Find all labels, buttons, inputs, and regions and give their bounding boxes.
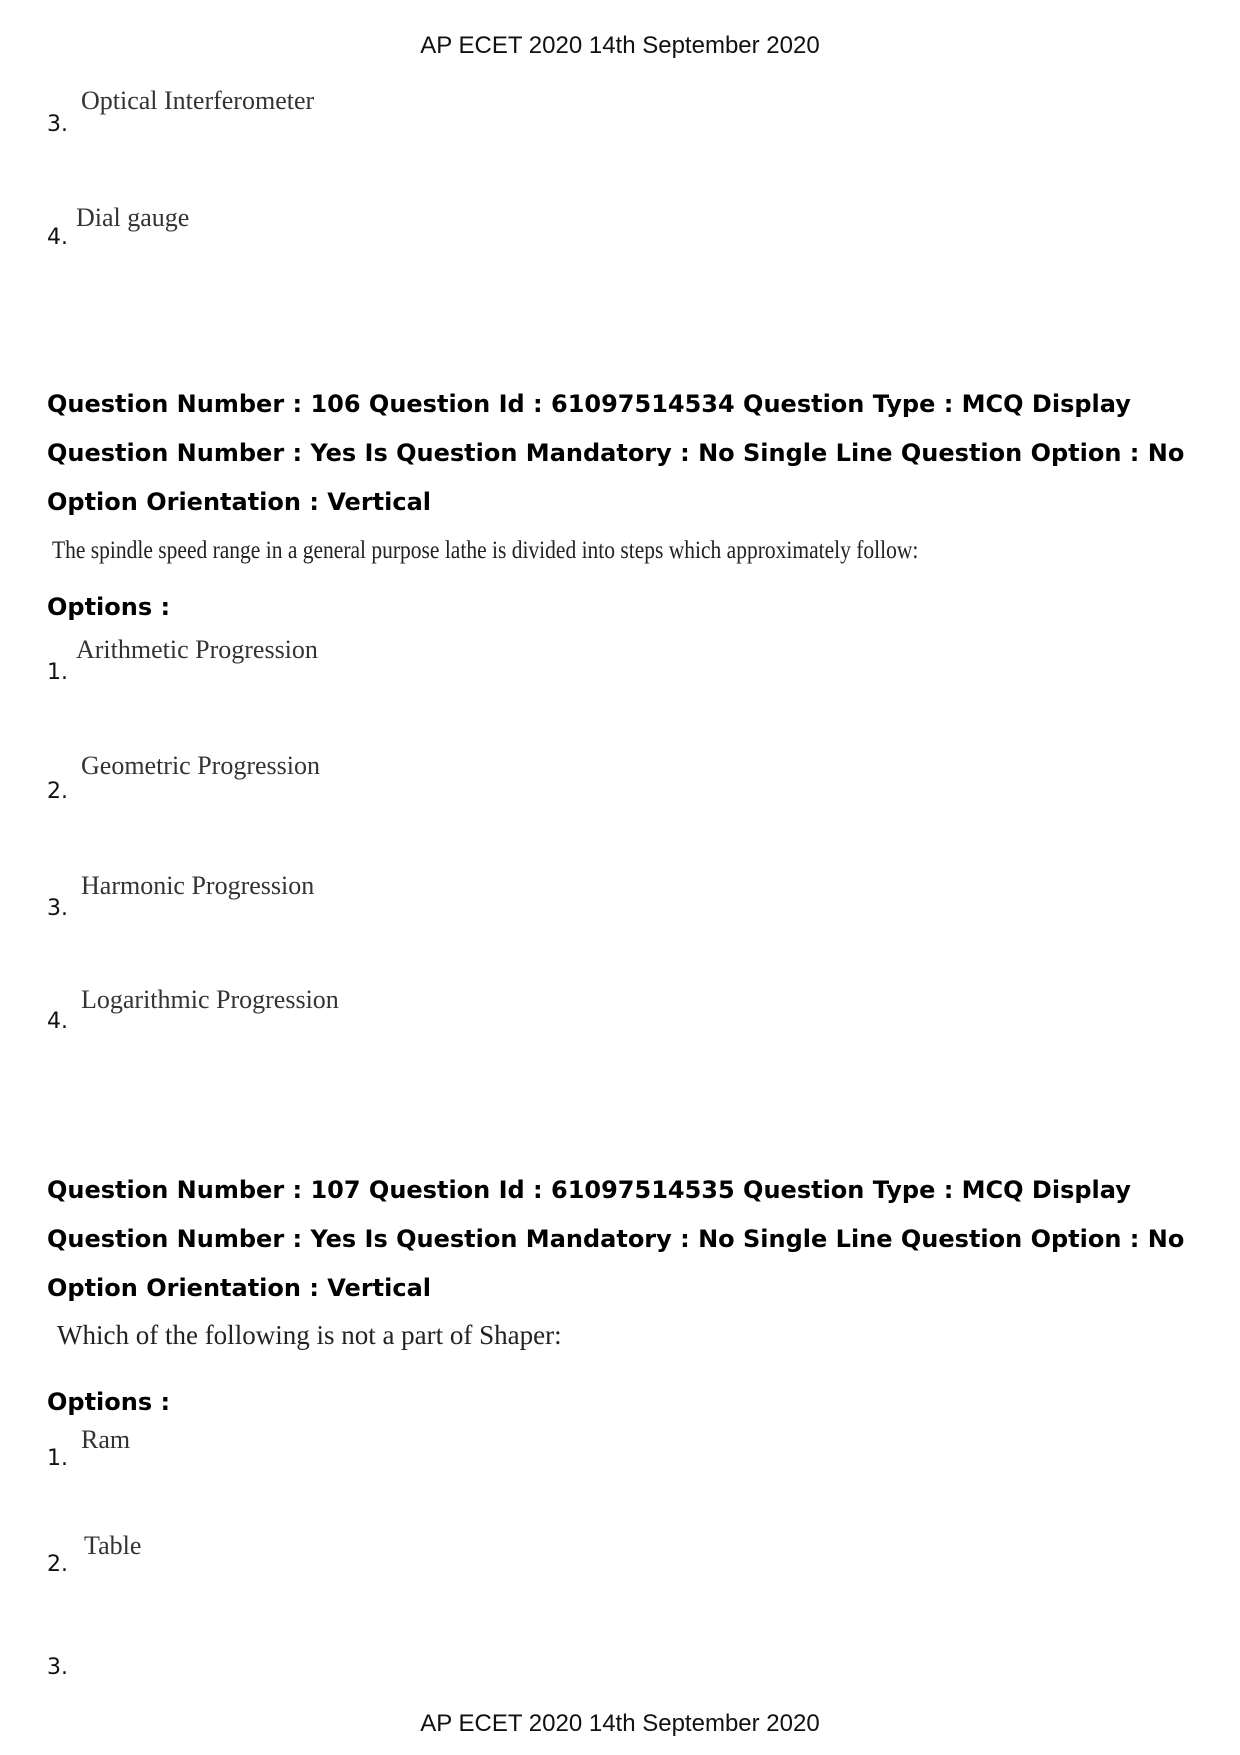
option-number: 3. — [47, 896, 68, 921]
option-number: 1. — [47, 1446, 68, 1471]
option-text: Arithmetic Progression — [76, 635, 318, 664]
question-text: The spindle speed range in a general purpose lathe is divided into steps which approximately follow: — [52, 537, 919, 564]
page-footer: AP ECET 2020 14th September 2020 — [420, 1710, 820, 1737]
option-number: 2. — [47, 779, 68, 804]
page-header: AP ECET 2020 14th September 2020 — [420, 32, 820, 59]
options-label: Options : — [47, 593, 171, 621]
option-text: Ram — [81, 1425, 131, 1454]
option-text: Optical Interferometer — [81, 86, 315, 115]
option-number: 3. — [47, 1655, 68, 1680]
option-text: Table — [84, 1531, 142, 1560]
option-number: 4. — [47, 1009, 68, 1034]
option-number: 2. — [47, 1552, 68, 1577]
question-meta: Question Number : 107 Question Id : 61097514535 Question Type : MCQ Display Question Number : Yes Is Question Mandatory : No Single Line Question Option : No Option Orientation : Vertical — [47, 1176, 1185, 1302]
question-text: Which of the following is not a part of Shaper: — [57, 1320, 562, 1350]
option-number: 3. — [47, 112, 68, 137]
options-label: Options : — [47, 1388, 171, 1416]
option-text: Geometric Progression — [81, 751, 321, 780]
option-text: Harmonic Progression — [81, 871, 315, 900]
question-meta: Question Number : 106 Question Id : 61097514534 Question Type : MCQ Display Question Number : Yes Is Question Mandatory : No Single Line Question Option : No Option Orientation : Vertical — [47, 390, 1185, 516]
option-number: 4. — [47, 225, 68, 250]
option-text: Dial gauge — [76, 203, 190, 232]
option-number: 1. — [47, 660, 68, 685]
option-text: Logarithmic Progression — [81, 985, 339, 1014]
